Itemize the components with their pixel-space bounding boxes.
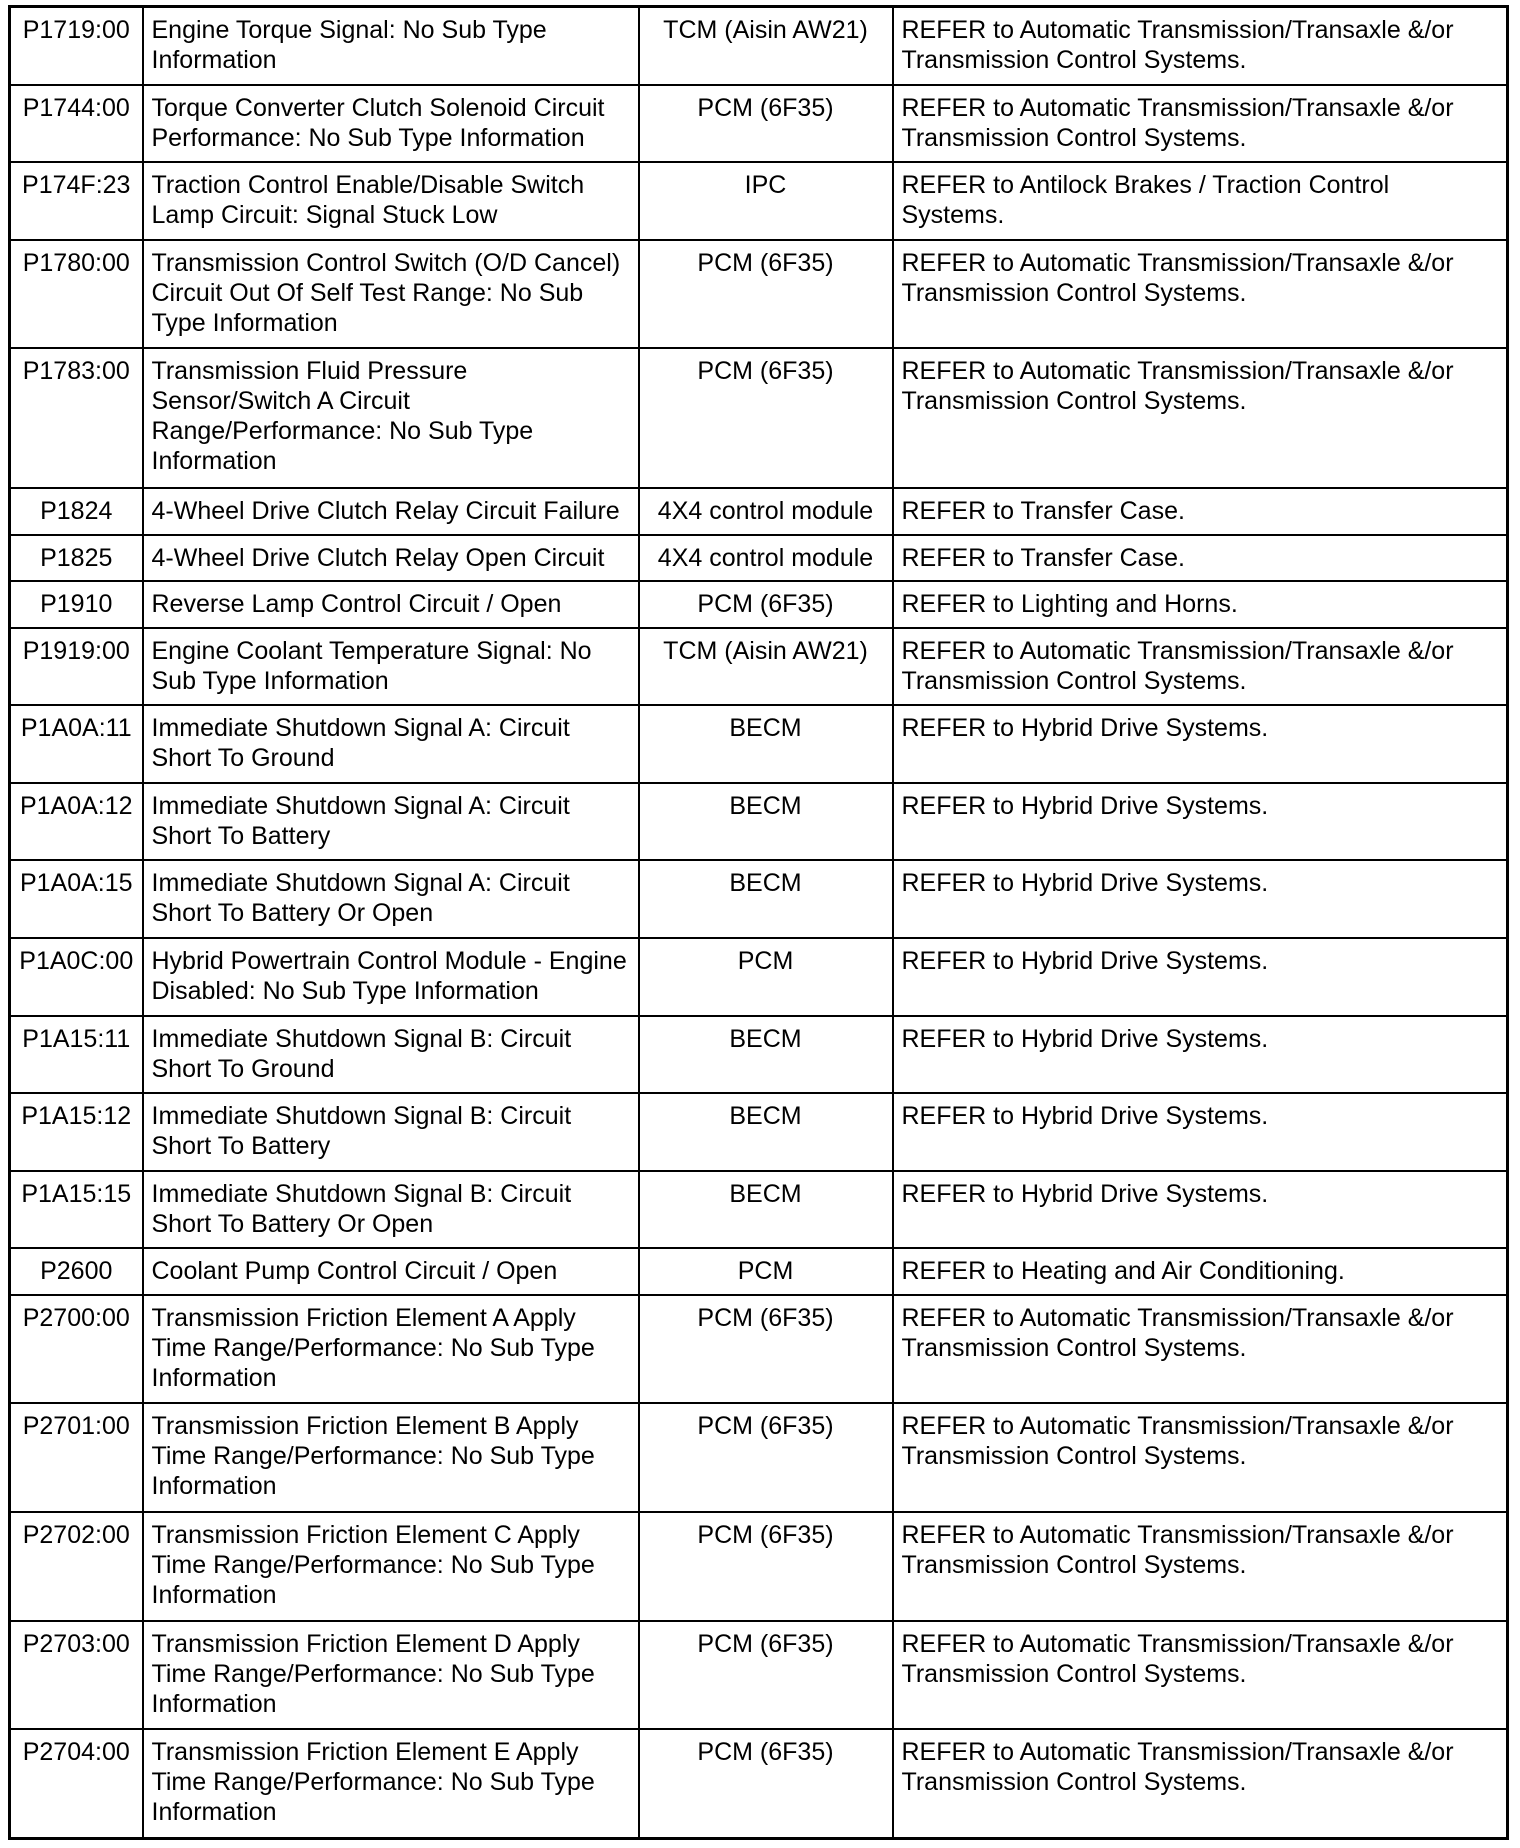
dtc-code: P1780:00	[10, 240, 143, 349]
dtc-module: PCM	[639, 938, 893, 1016]
dtc-description: Immediate Shutdown Signal A: Circuit Short To Ground	[143, 705, 639, 783]
dtc-description: 4-Wheel Drive Clutch Relay Open Circuit	[143, 535, 639, 582]
dtc-code: P2703:00	[10, 1621, 143, 1730]
dtc-description: Transmission Friction Element E Apply Time Range/Performance: No Sub Type Information	[143, 1729, 639, 1838]
dtc-code: P1783:00	[10, 348, 143, 488]
dtc-action: REFER to Hybrid Drive Systems.	[893, 1093, 1508, 1171]
dtc-module: BECM	[639, 783, 893, 861]
table-row	[10, 162, 1508, 240]
dtc-description: Immediate Shutdown Signal A: Circuit Short To Battery Or Open	[143, 860, 639, 938]
table-row	[10, 705, 1508, 783]
dtc-code: P1919:00	[10, 628, 143, 706]
table-row	[10, 1512, 1508, 1621]
dtc-code: P1A15:15	[10, 1171, 143, 1249]
dtc-description: Immediate Shutdown Signal B: Circuit Short To Battery Or Open	[143, 1171, 639, 1249]
dtc-description: Hybrid Powertrain Control Module - Engine Disabled: No Sub Type Information	[143, 938, 639, 1016]
dtc-description: Traction Control Enable/Disable Switch Lamp Circuit: Signal Stuck Low	[143, 162, 639, 240]
dtc-action: REFER to Heating and Air Conditioning.	[893, 1248, 1508, 1295]
dtc-module: PCM (6F35)	[639, 240, 893, 349]
dtc-description: Transmission Control Switch (O/D Cancel) Circuit Out Of Self Test Range: No Sub Type Information	[143, 240, 639, 349]
dtc-module: PCM (6F35)	[639, 348, 893, 488]
table-row	[10, 1248, 1508, 1295]
dtc-description: Transmission Friction Element D Apply Time Range/Performance: No Sub Type Information	[143, 1621, 639, 1730]
dtc-code: P2600	[10, 1248, 143, 1295]
dtc-code: P1A0C:00	[10, 938, 143, 1016]
dtc-description: Coolant Pump Control Circuit / Open	[143, 1248, 639, 1295]
table-row	[10, 628, 1508, 706]
dtc-module: TCM (Aisin AW21)	[639, 7, 893, 85]
dtc-description: Reverse Lamp Control Circuit / Open	[143, 581, 639, 628]
table-row	[10, 348, 1508, 488]
dtc-action: REFER to Hybrid Drive Systems.	[893, 783, 1508, 861]
dtc-action: REFER to Hybrid Drive Systems.	[893, 860, 1508, 938]
dtc-module: PCM (6F35)	[639, 1295, 893, 1404]
dtc-action: REFER to Automatic Transmission/Transaxle &/or Transmission Control Systems.	[893, 1403, 1508, 1512]
dtc-description: Transmission Fluid Pressure Sensor/Switch A Circuit Range/Performance: No Sub Type Information	[143, 348, 639, 488]
dtc-module: PCM (6F35)	[639, 1512, 893, 1621]
dtc-code: P1A0A:15	[10, 860, 143, 938]
dtc-action: REFER to Hybrid Drive Systems.	[893, 1016, 1508, 1094]
table-row	[10, 860, 1508, 938]
table-row	[10, 1295, 1508, 1404]
dtc-code: P2704:00	[10, 1729, 143, 1838]
dtc-table-body	[10, 7, 1508, 1839]
dtc-action: REFER to Automatic Transmission/Transaxle &/or Transmission Control Systems.	[893, 1295, 1508, 1404]
dtc-module: BECM	[639, 1016, 893, 1094]
dtc-action: REFER to Hybrid Drive Systems.	[893, 705, 1508, 783]
dtc-action: REFER to Hybrid Drive Systems.	[893, 1171, 1508, 1249]
dtc-module: BECM	[639, 1171, 893, 1249]
dtc-action: REFER to Hybrid Drive Systems.	[893, 938, 1508, 1016]
table-row	[10, 535, 1508, 582]
dtc-action: REFER to Transfer Case.	[893, 488, 1508, 535]
dtc-module: PCM	[639, 1248, 893, 1295]
dtc-code: P1719:00	[10, 7, 143, 85]
dtc-code: P1A0A:12	[10, 783, 143, 861]
dtc-description: Immediate Shutdown Signal B: Circuit Short To Ground	[143, 1016, 639, 1094]
dtc-module: TCM (Aisin AW21)	[639, 628, 893, 706]
dtc-code: P1A15:12	[10, 1093, 143, 1171]
table-row	[10, 581, 1508, 628]
table-row	[10, 1171, 1508, 1249]
dtc-description: Immediate Shutdown Signal B: Circuit Short To Battery	[143, 1093, 639, 1171]
dtc-description: 4-Wheel Drive Clutch Relay Circuit Failure	[143, 488, 639, 535]
dtc-module: PCM (6F35)	[639, 581, 893, 628]
dtc-code: P1910	[10, 581, 143, 628]
dtc-action: REFER to Automatic Transmission/Transaxle &/or Transmission Control Systems.	[893, 85, 1508, 163]
table-row	[10, 1016, 1508, 1094]
table-row	[10, 783, 1508, 861]
dtc-module: PCM (6F35)	[639, 85, 893, 163]
dtc-description: Transmission Friction Element B Apply Time Range/Performance: No Sub Type Information	[143, 1403, 639, 1512]
dtc-module: IPC	[639, 162, 893, 240]
table-row	[10, 488, 1508, 535]
dtc-action: REFER to Lighting and Horns.	[893, 581, 1508, 628]
dtc-action: REFER to Automatic Transmission/Transaxle &/or Transmission Control Systems.	[893, 7, 1508, 85]
dtc-code: P1744:00	[10, 85, 143, 163]
dtc-action: REFER to Automatic Transmission/Transaxle &/or Transmission Control Systems.	[893, 240, 1508, 349]
dtc-action: REFER to Automatic Transmission/Transaxle &/or Transmission Control Systems.	[893, 348, 1508, 488]
dtc-module: PCM (6F35)	[639, 1621, 893, 1730]
dtc-module: 4X4 control module	[639, 535, 893, 582]
table-row	[10, 1621, 1508, 1730]
table-row	[10, 1403, 1508, 1512]
dtc-description: Engine Coolant Temperature Signal: No Sub Type Information	[143, 628, 639, 706]
dtc-code: P2700:00	[10, 1295, 143, 1404]
dtc-action: REFER to Automatic Transmission/Transaxle &/or Transmission Control Systems.	[893, 1729, 1508, 1838]
dtc-module: PCM (6F35)	[639, 1403, 893, 1512]
dtc-code: P1A15:11	[10, 1016, 143, 1094]
dtc-table	[8, 5, 1509, 1840]
dtc-description: Torque Converter Clutch Solenoid Circuit Performance: No Sub Type Information	[143, 85, 639, 163]
dtc-action: REFER to Automatic Transmission/Transaxle &/or Transmission Control Systems.	[893, 1512, 1508, 1621]
dtc-code: P1825	[10, 535, 143, 582]
dtc-module: PCM (6F35)	[639, 1729, 893, 1838]
dtc-code: P1A0A:11	[10, 705, 143, 783]
table-row	[10, 85, 1508, 163]
dtc-code: P1824	[10, 488, 143, 535]
dtc-description: Engine Torque Signal: No Sub Type Information	[143, 7, 639, 85]
table-row	[10, 938, 1508, 1016]
dtc-module: BECM	[639, 1093, 893, 1171]
dtc-action: REFER to Antilock Brakes / Traction Control Systems.	[893, 162, 1508, 240]
dtc-description: Immediate Shutdown Signal A: Circuit Short To Battery	[143, 783, 639, 861]
dtc-description: Transmission Friction Element A Apply Time Range/Performance: No Sub Type Information	[143, 1295, 639, 1404]
dtc-description: Transmission Friction Element C Apply Time Range/Performance: No Sub Type Information	[143, 1512, 639, 1621]
dtc-code: P2702:00	[10, 1512, 143, 1621]
dtc-module: BECM	[639, 705, 893, 783]
dtc-module: BECM	[639, 860, 893, 938]
table-row	[10, 1729, 1508, 1838]
dtc-module: 4X4 control module	[639, 488, 893, 535]
dtc-code: P174F:23	[10, 162, 143, 240]
table-row	[10, 1093, 1508, 1171]
table-row	[10, 240, 1508, 349]
dtc-code: P2701:00	[10, 1403, 143, 1512]
dtc-action: REFER to Automatic Transmission/Transaxle &/or Transmission Control Systems.	[893, 1621, 1508, 1730]
dtc-action: REFER to Transfer Case.	[893, 535, 1508, 582]
table-row	[10, 7, 1508, 85]
dtc-action: REFER to Automatic Transmission/Transaxle &/or Transmission Control Systems.	[893, 628, 1508, 706]
